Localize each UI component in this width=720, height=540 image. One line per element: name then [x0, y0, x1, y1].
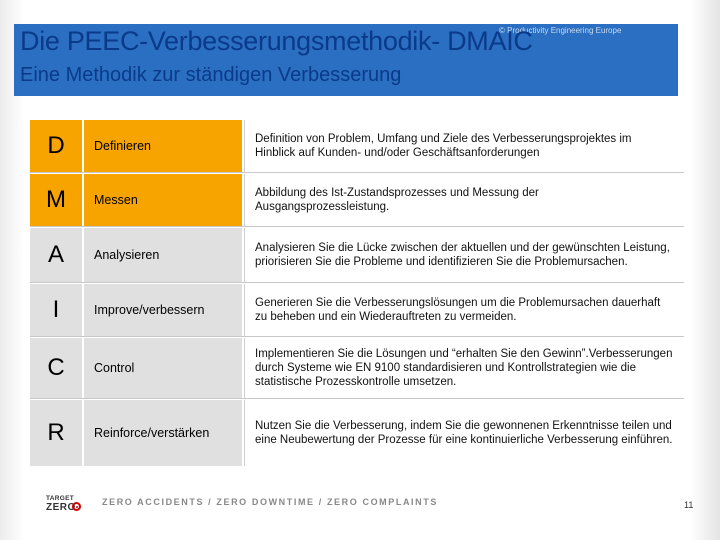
table-row-a — [30, 228, 684, 282]
table-row-c — [30, 338, 684, 398]
phase-description: Definition von Problem, Umfang und Ziele des Verbesserungsprojektes im Hinblick auf Kunden- und/oder Geschäftsanforderungen — [244, 120, 684, 172]
table-row-d — [30, 120, 684, 172]
phase-description: Nutzen Sie die Verbesserung, indem Sie die gewonnenen Erkenntnisse teilen und eine Neubewertung der Prozesse für eine kontinuierliche Verbesserung einführen. — [244, 400, 684, 466]
row-divider — [30, 398, 684, 399]
phase-letter: D — [30, 120, 84, 172]
phase-description: Generieren Sie die Verbesserungslösungen um die Problemursachen dauerhaft zu beheben und ein Wiederauftreten zu vermeiden. — [244, 284, 684, 336]
row-divider — [30, 336, 684, 337]
logo-bottom-text: ZERO — [46, 502, 76, 513]
phase-name: Improve/verbessern — [84, 284, 244, 336]
phase-letter: R — [30, 400, 84, 466]
table-row-m — [30, 174, 684, 226]
phase-description: Abbildung des Ist-Zustandsprozesses und Messung der Ausgangsprozessleistung. — [244, 174, 684, 226]
phase-name: Messen — [84, 174, 244, 226]
row-divider — [30, 226, 684, 227]
phase-name: Control — [84, 338, 244, 398]
header-chevron — [664, 24, 678, 96]
row-divider — [30, 172, 684, 173]
phase-letter: A — [30, 228, 84, 282]
phase-letter: I — [30, 284, 84, 336]
footer-tagline: ZERO ACCIDENTS / ZERO DOWNTIME / ZERO COMPLAINTS — [102, 497, 438, 507]
logo-top-text: TARGET — [46, 495, 75, 502]
phase-description: Implementieren Sie die Lösungen und “erhalten Sie den Gewinn”.Verbesserungen durch Systeme wie EN 9100 standardisieren und Kontrollstrategien wie die statistische Prozesskontrolle umsetzen. — [244, 338, 684, 398]
copyright-text: © Productivity Engineering Europe — [499, 26, 622, 35]
slide-subtitle: Eine Methodik zur ständigen Verbesserung — [20, 64, 402, 86]
page-number: 11 — [684, 500, 694, 510]
target-zero-logo — [46, 495, 90, 513]
phase-name: Definieren — [84, 120, 244, 172]
phase-description: Analysieren Sie die Lücke zwischen der aktuellen und der gewünschten Leistung, priorisieren Sie die Probleme und identifizieren Sie die Problemursachen. — [244, 228, 684, 282]
target-icon — [72, 502, 81, 511]
row-divider — [30, 282, 684, 283]
phase-letter: M — [30, 174, 84, 226]
phase-letter: C — [30, 338, 84, 398]
table-row-r — [30, 400, 684, 466]
table-row-i — [30, 284, 684, 336]
phase-name: Reinforce/verstärken — [84, 400, 244, 466]
dmaic-table — [30, 120, 684, 466]
slide-title: Die PEEC-Verbesserungsmethodik- DMAIC — [20, 26, 533, 56]
phase-name: Analysieren — [84, 228, 244, 282]
